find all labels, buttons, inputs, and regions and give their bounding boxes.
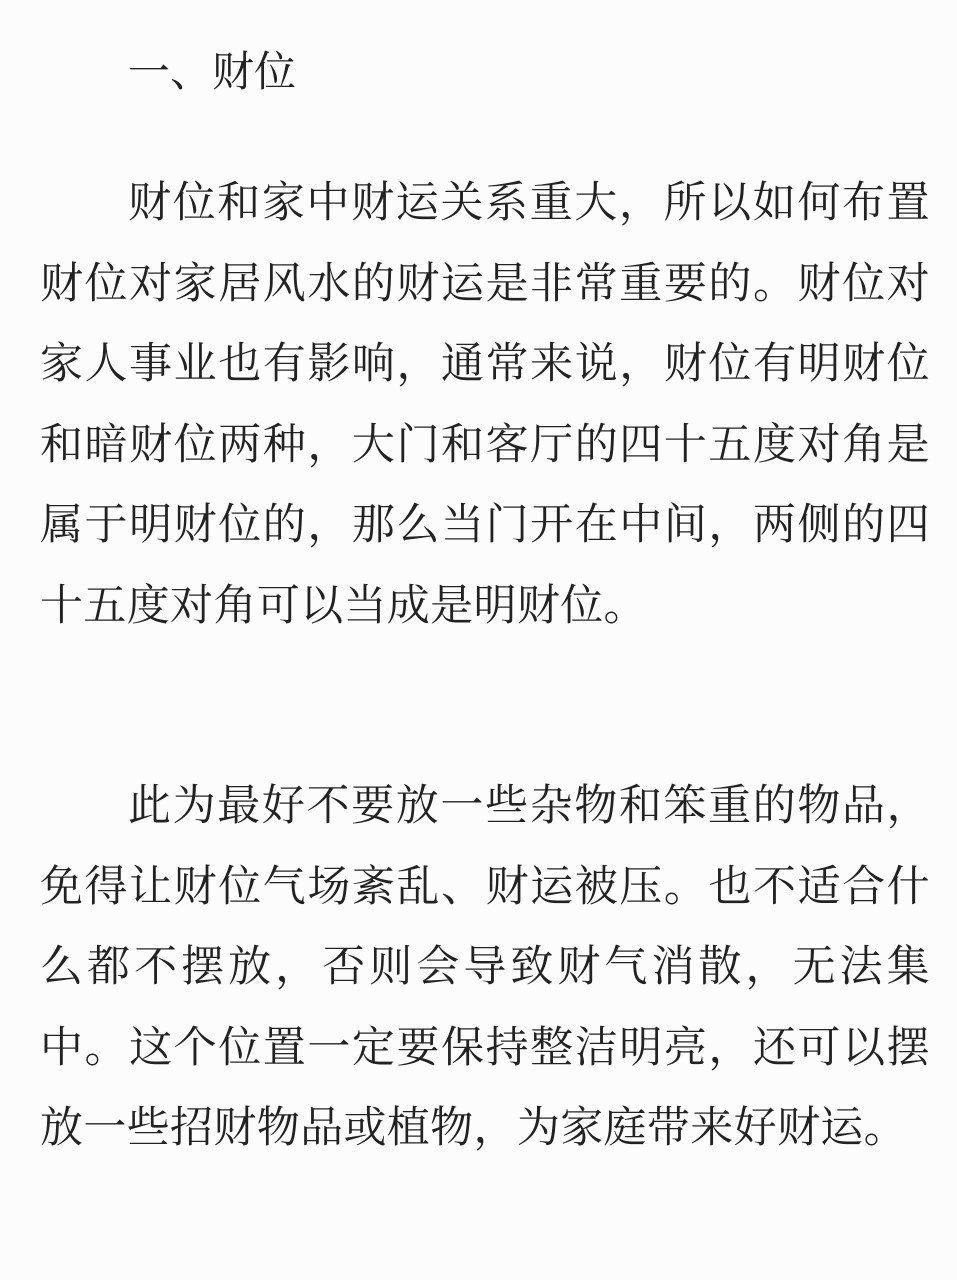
paragraph-wealth-position-advice: 此为最好不要放一些杂物和笨重的物品，免得让财位气场紊乱、财运被压。也不适合什么都不摆放，否则会导致财气消散，无法集中。这个位置一定要保持整洁明亮，还可以摆放一些招财物品或植物，为家庭带来好财运。	[40, 781, 930, 1153]
section-heading: 一、财位	[128, 47, 297, 96]
paragraph-wealth-position-intro: 财位和家中财运关系重大，所以如何布置财位对家居风水的财运是非常重要的。财位对家人事业也有影响，通常来说，财位有明财位和暗财位两种，大门和客厅的四十五度对角是属于明财位的，那么当门开在中间，两侧的四十五度对角可以当成是明财位。	[40, 178, 930, 631]
